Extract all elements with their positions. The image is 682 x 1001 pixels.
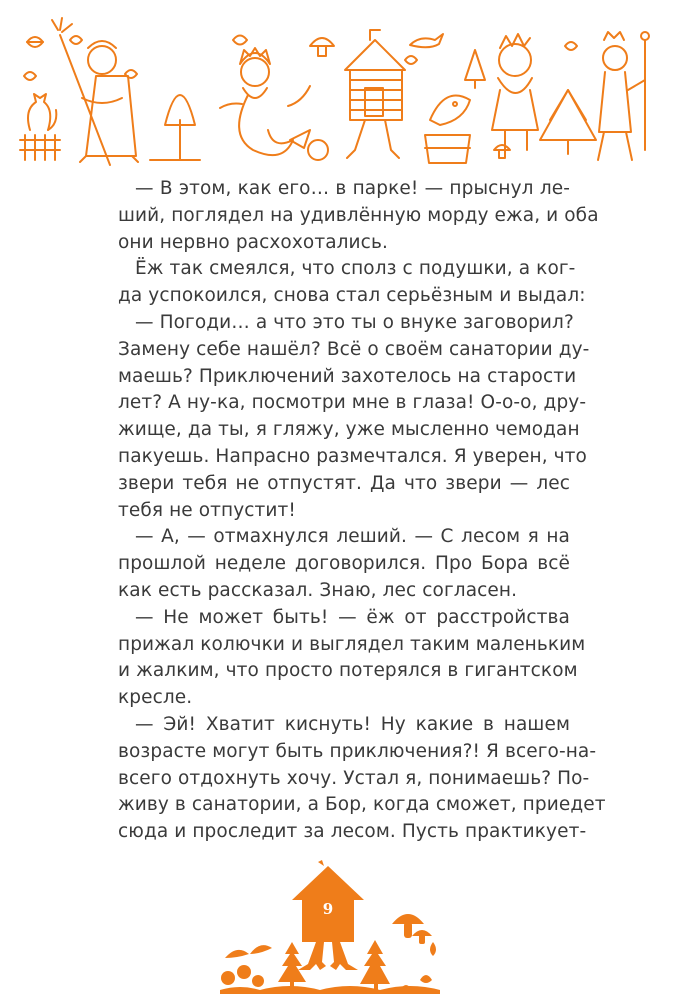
text-line: всего отдохнуть хочу. Устал я, понимаешь? По- <box>118 767 590 789</box>
text-line: — Эй! Хватит киснуть! Ну какие в нашем <box>135 713 570 735</box>
bird-illustration <box>410 34 443 47</box>
text-line: пакуешь. Напрасно размечтался. Я уверен, что <box>118 445 587 467</box>
text-line: они нервно расхохотались. <box>118 231 388 253</box>
story-text <box>118 176 606 846</box>
text-line: тебя не отпустит! <box>118 499 296 521</box>
text-line: сюда и проследит за лесом. Пусть практикует- <box>118 821 587 843</box>
text-line: Замену себе нашёл? Всё о своём санатории ду- <box>118 338 590 360</box>
text-line: как есть рассказал. Знаю, лес согласен. <box>118 579 518 601</box>
grass-decoration <box>220 942 440 994</box>
text-line: ший, поглядел на удивлённую морду ежа, и оба <box>118 204 599 226</box>
text-line: Ёж так смеялся, что сполз с подушки, а ког- <box>135 258 576 280</box>
text-line: жище, да ты, я гляжу, уже мысленно чемодан <box>118 419 580 441</box>
text-line: — Не может быть! — ёж от расстройства <box>135 606 570 628</box>
koschei-illustration <box>598 32 649 160</box>
text-line: живу в санатории, а Бор, когда сможет, приедет <box>118 794 606 816</box>
page-number: 9 <box>322 900 334 918</box>
text-line: — В этом, как его… в парке! — прыснул ле- <box>135 178 570 199</box>
witch-illustration <box>52 18 138 165</box>
text-line: возрасте могут быть приключения?! Я всего-на- <box>118 740 597 762</box>
mermaid-illustration <box>220 48 328 160</box>
fish-barrel-illustration <box>425 96 470 164</box>
pine-tree-icon <box>278 942 306 990</box>
text-line: — Погоди… а что это ты о внуке заговорил? <box>135 311 574 333</box>
footer-illustration <box>0 860 682 1001</box>
header-illustration <box>0 0 682 175</box>
text-line: — А, — отмахнулся леший. — С лесом я на <box>135 526 570 548</box>
text-line: и жалким, что просто потерялся в гигантском <box>118 660 578 682</box>
text-line: звери тебя не отпустят. Да что звери — лес <box>118 472 570 494</box>
text-line: кресле. <box>118 687 193 709</box>
text-line: да успокоился, снова стал серьёзным и выдал: <box>118 285 586 307</box>
cat-illustration <box>20 94 60 160</box>
leshy-illustration <box>492 34 538 150</box>
text-line: маешь? Приключений захотелось на старости <box>118 365 577 387</box>
mushroom-icon <box>392 914 432 944</box>
text-line: прошлой неделе договорился. Про Бора всё <box>118 553 570 575</box>
berries-icon <box>221 945 272 987</box>
text-line: прижал колючки и выглядел таким маленьким <box>118 633 586 655</box>
hut-illustration <box>345 30 405 158</box>
text-line: лет? А ну-ка, посмотри мне в глаза! О-о-о, дру- <box>118 392 587 414</box>
tree-illustration <box>150 95 200 160</box>
pine-tree-icon <box>360 940 390 992</box>
